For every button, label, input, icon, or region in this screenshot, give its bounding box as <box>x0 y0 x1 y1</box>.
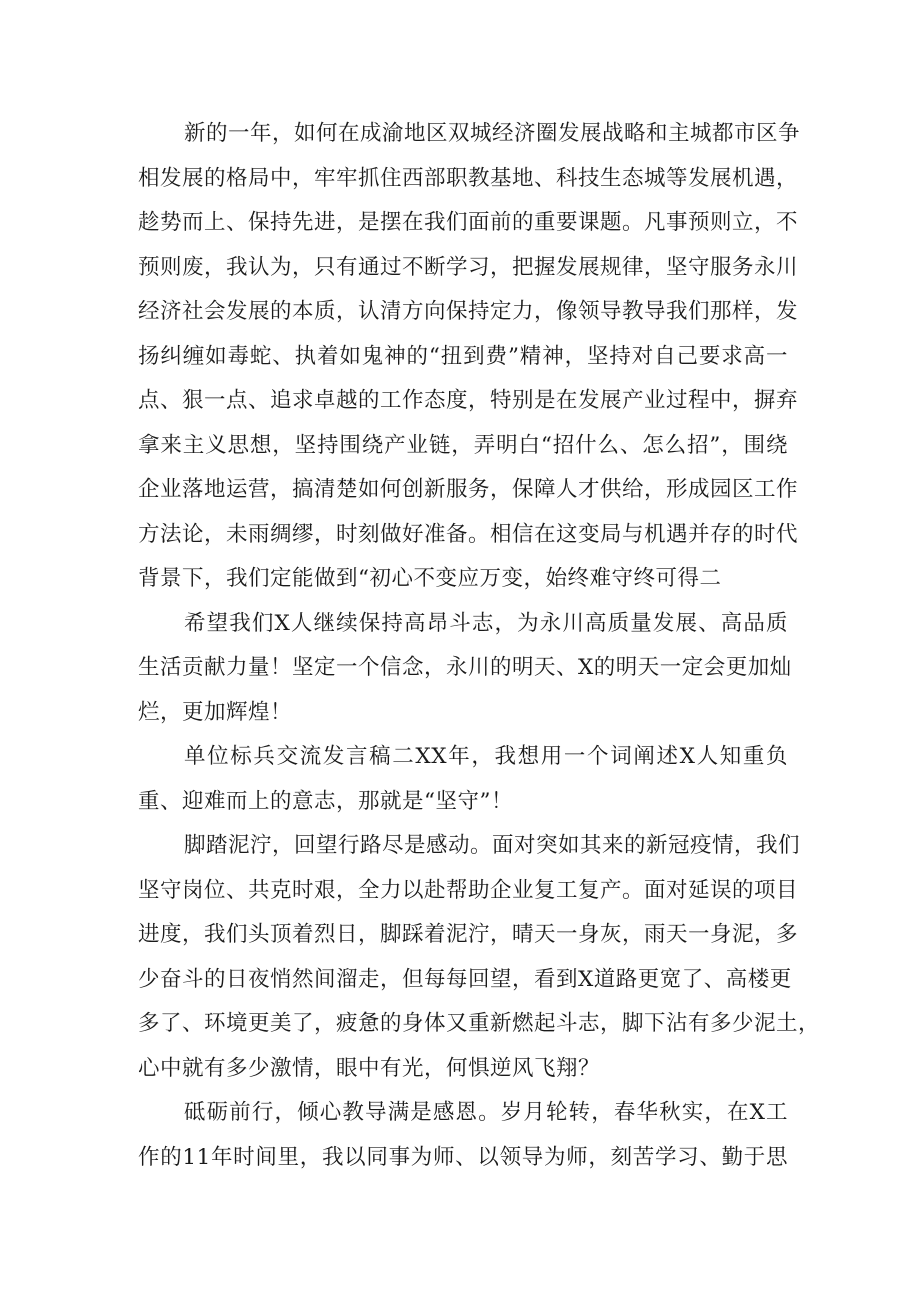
paragraph-5 <box>138 1091 788 1180</box>
text-line: 希望我们X人继续保持高昂斗志，为永川高质量发展、高品质 <box>184 610 788 636</box>
text-line: 趁势而上、保持先进，是摆在我们面前的重要课题。凡事预则立，不 <box>138 210 799 235</box>
text-line: 心中就有多少激情，眼中有光，何惧逆风飞翔？ <box>138 1055 601 1081</box>
paragraph-1 <box>138 112 801 602</box>
text-line: 企业落地运营，搞清楚如何创新服务，保障人才供给，形成园区工作 <box>138 477 799 502</box>
text-line: 单位标兵交流发言稿二XX年，我想用一个词阐述X人知重负 <box>184 744 788 769</box>
text-line: 背景下，我们定能做到“初心不变应万变，始终难守终可得二 <box>138 566 722 591</box>
text-line: 拿来主义思想，坚持围绕产业链，弄明白“招什么、怎么招”，围绕 <box>138 432 788 458</box>
text-line: 脚踏泥泞，回望行路尽是感动。面对突如其来的新冠疫情，我们 <box>184 833 801 858</box>
text-line: 进度，我们头顶着烈日，脚踩着泥泞，晴天一身灰，雨天一身泥，多 <box>138 922 799 947</box>
text-line: 经济社会发展的本质，认清方向保持定力，像领导教导我们那样，发 <box>138 299 799 324</box>
text-line: 扬纠缠如毒蛇、执着如鬼神的“扭到费”精神，坚持对自己要求高一 <box>138 343 788 369</box>
text-line: 新的一年，如何在成渝地区双城经济圈发展战略和主城都市区争 <box>184 121 801 146</box>
text-line: 作的11年时间里，我以同事为师、以领导为师，刻苦学习、勤于思 <box>138 1144 788 1170</box>
text-line: 重、迎难而上的意志，那就是“坚守”！ <box>138 788 513 814</box>
text-line: 生活贡献力量！坚定一个信念，永川的明天、X的明天一定会更加灿 <box>138 655 792 680</box>
text-line: 预则废，我认为，只有通过不断学习，把握发展规律，坚守服务永川 <box>138 254 799 280</box>
text-line: 多了、环境更美了，疲惫的身体又重新燃起斗志，脚下沾有多少泥土， <box>138 1011 821 1036</box>
document-body <box>138 112 821 1180</box>
text-line: 方法论，未雨绸缪，时刻做好准备。相信在这变局与机遇并存的时代 <box>138 521 799 547</box>
paragraph-3 <box>138 735 788 824</box>
paragraph-4 <box>138 824 821 1091</box>
text-line: 点、狠一点、追求卓越的工作态度，特别是在发展产业过程中，摒弃 <box>138 388 799 413</box>
text-line: 砥砺前行，倾心教导满是感恩。岁月轮转，春华秋实，在X工 <box>184 1100 788 1125</box>
text-line: 烂，更加辉煌！ <box>138 699 293 725</box>
text-line: 坚守岗位、共克时艰，全力以赴帮助企业复工复产。面对延误的项目 <box>138 877 799 903</box>
text-line: 相发展的格局中，牢牢抓住西部职教基地、科技生态城等发展机遇， <box>138 165 799 191</box>
paragraph-2 <box>138 602 792 736</box>
text-line: 少奋斗的日夜悄然间溜走，但每每回望，看到X道路更宽了、高楼更 <box>138 966 792 992</box>
